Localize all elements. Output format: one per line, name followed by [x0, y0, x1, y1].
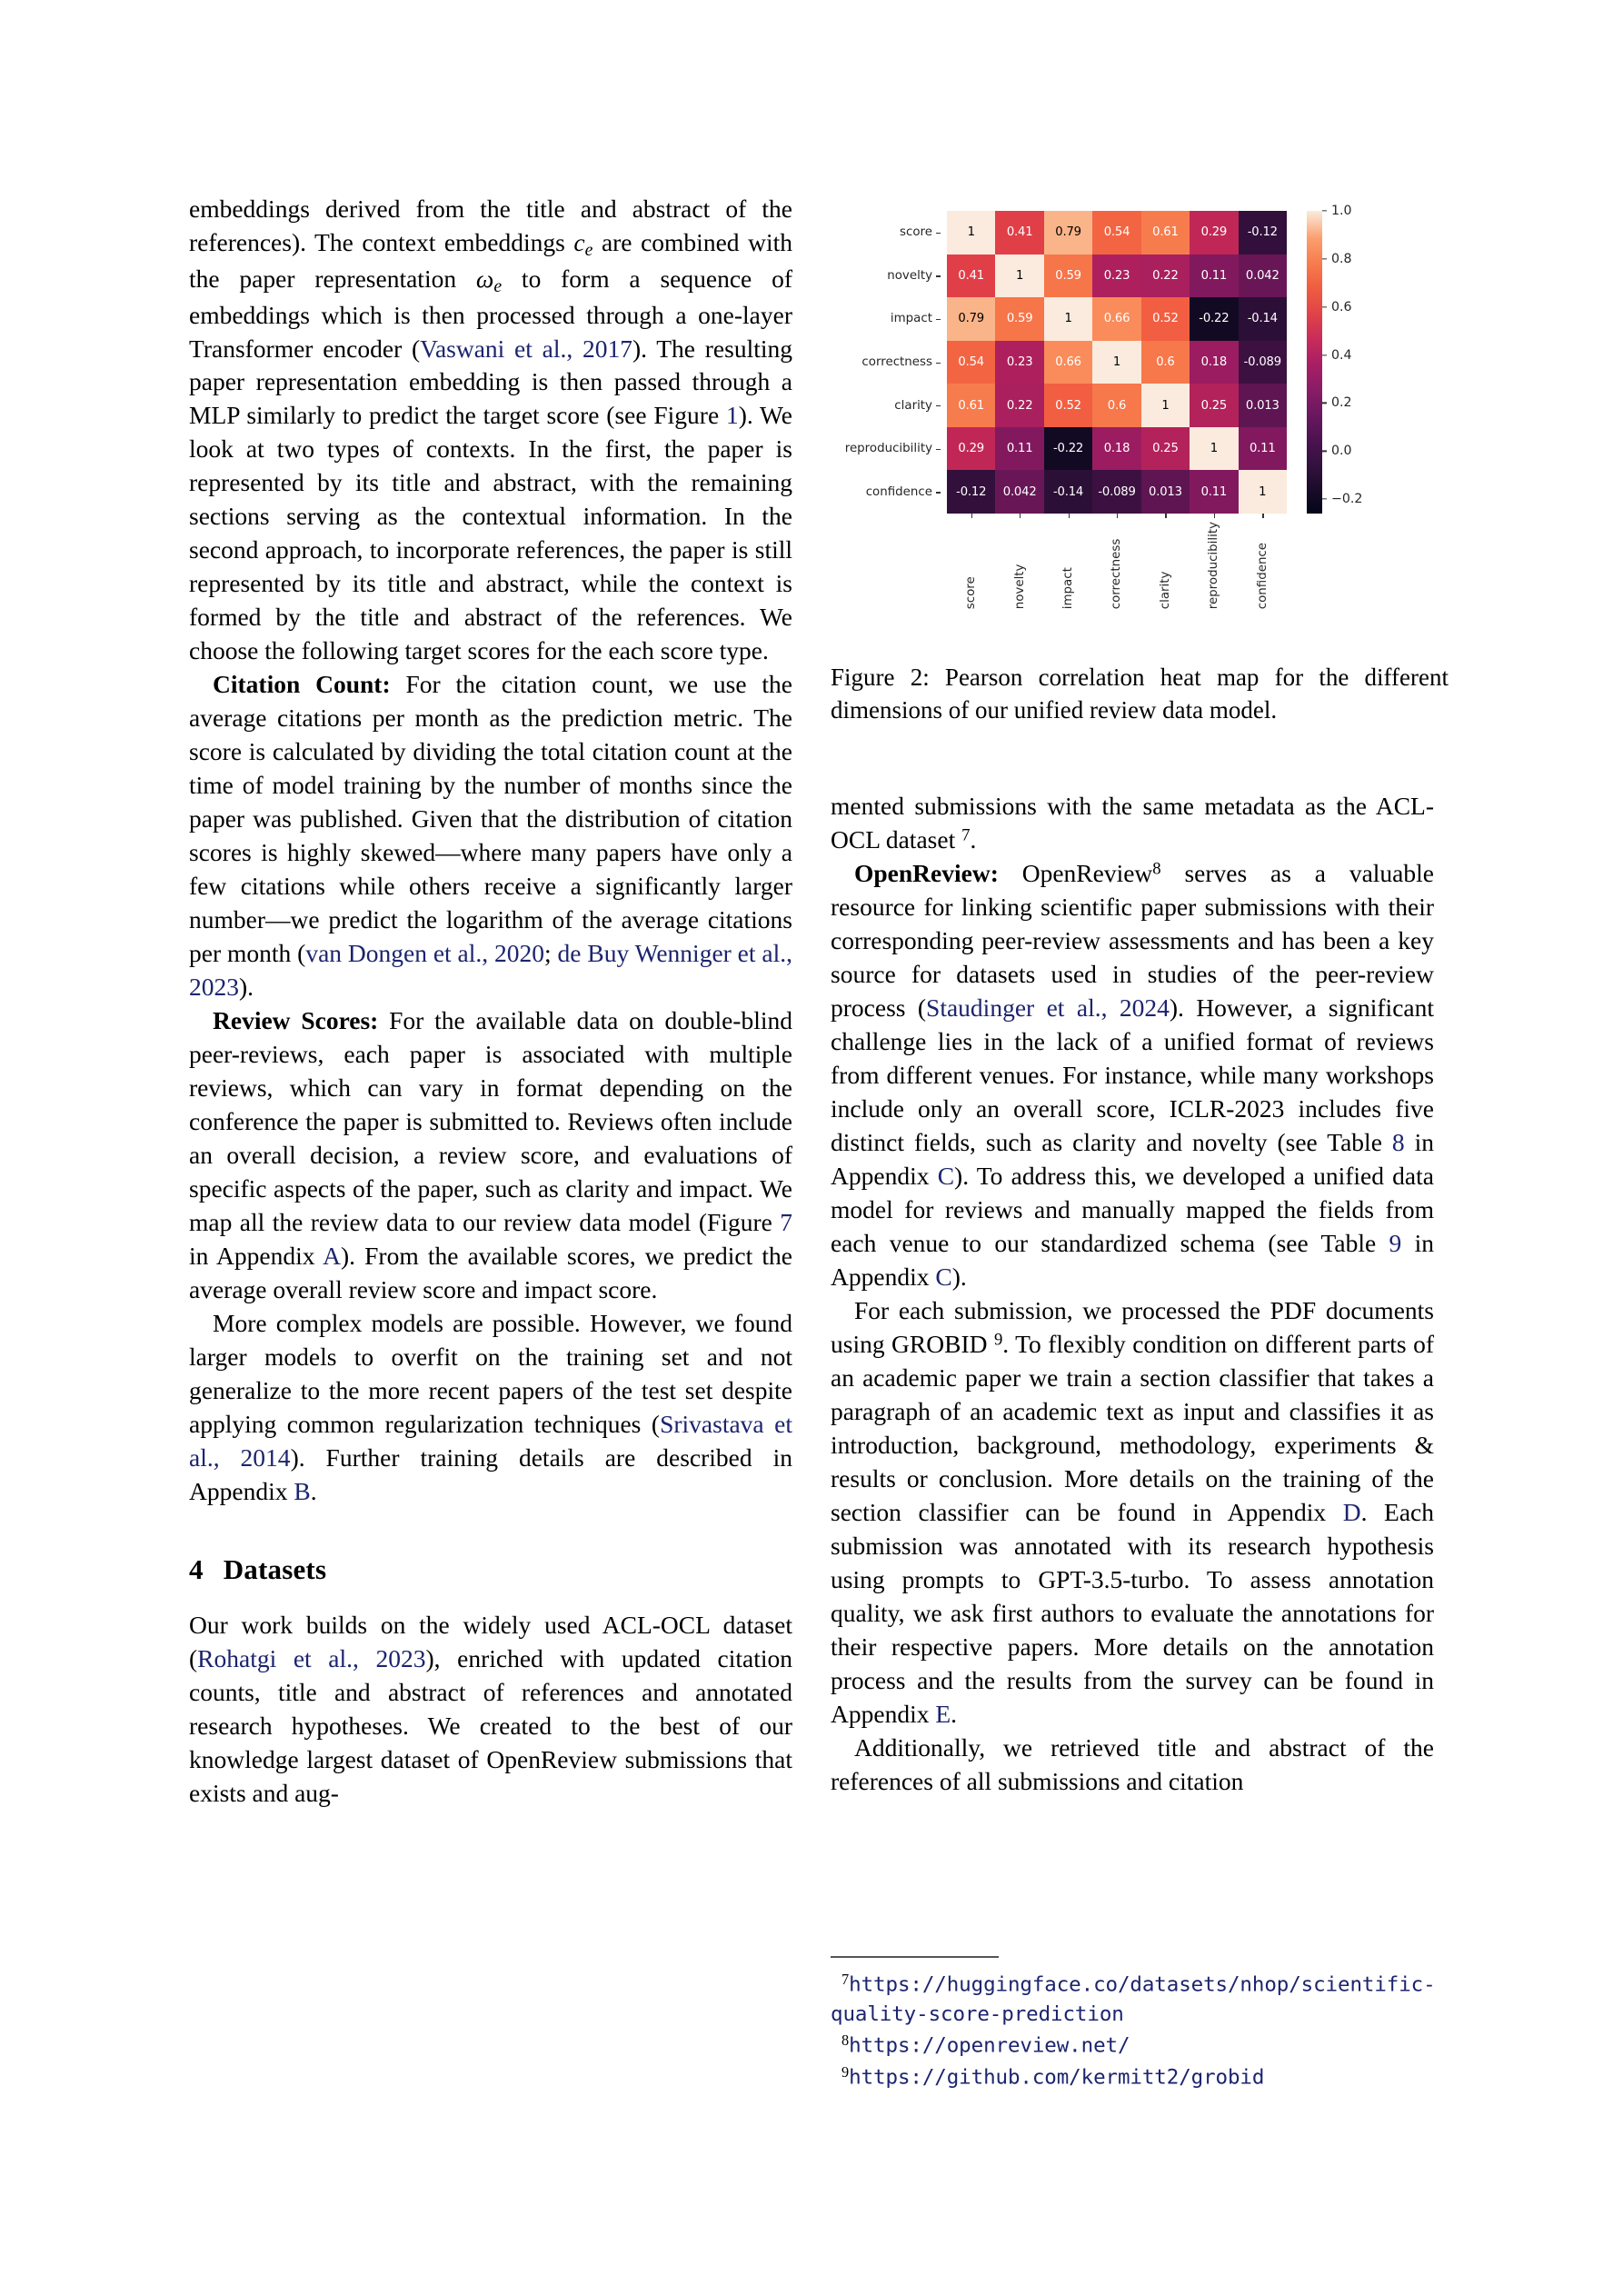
footnote-reference[interactable]: 9 [993, 1330, 1003, 1350]
colorbar-tick: −0.2 [1322, 492, 1362, 506]
heatmap-cell: 0.013 [1141, 470, 1190, 514]
text-run: ). Further training details are described in Appendix [189, 1442, 792, 1505]
heatmap-x-tick-novelty [995, 514, 1043, 609]
heatmap-plot [831, 186, 1449, 659]
citation-link[interactable]: A [323, 1242, 341, 1271]
heatmap-cell: 0.66 [1092, 297, 1140, 341]
text-run: More complex models are possible. However, we found larger models to overfit on the training set and not generalize to the more recent papers of the test set despite applying common regularization techniques ( [189, 1309, 792, 1438]
citation-link[interactable]: 9 [1389, 1228, 1402, 1257]
text-run: ), enriched with updated citation counts, title and abstract of references and annotated research hypotheses. We created to the best of our knowledge largest dataset of OpenReview submissions that exists and aug- [189, 1643, 792, 1807]
heatmap-cell: 0.042 [1239, 255, 1287, 298]
heatmap-cell: 0.23 [1092, 255, 1140, 298]
footnotes-block [831, 1956, 1449, 2094]
colorbar-tick: 0.8 [1322, 252, 1352, 266]
footnote-item [831, 1970, 1449, 2029]
heatmap-y-tick-correctness: correctness [831, 341, 941, 384]
math-symbol: ω [475, 264, 494, 293]
heatmap-y-tick-score: score [831, 211, 941, 255]
heatmap-x-tick-confidence [1239, 514, 1287, 609]
math-subscript: e [584, 240, 593, 261]
p-context-embeddings [189, 193, 792, 668]
text-run: in Appendix [189, 1242, 324, 1271]
right-text-column [831, 790, 1434, 1799]
section-title: Datasets [223, 1552, 327, 1585]
heatmap-y-tick-impact: impact [831, 297, 941, 341]
heatmap-cell: 0.11 [1190, 470, 1238, 514]
text-run: ; [544, 939, 558, 968]
heatmap-x-tick-label: impact [1061, 567, 1076, 610]
colorbar-tick: 0.4 [1322, 348, 1352, 363]
heatmap-cell: 0.79 [1044, 211, 1092, 255]
math-subscript: e [493, 275, 503, 296]
paragraph-lead-in: Review Scores: [213, 1006, 379, 1035]
citation-link[interactable]: B [294, 1476, 311, 1505]
citation-link[interactable]: 1 [725, 401, 739, 430]
text-run: . To flexibly condition on different parts of an academic paper we train a section classifier that takes a paragraph of an academic text as input and classifies it as introduction, background, methodology, experiments & results or conclusion. More details on the training of the section classifier can be found in Appendix [831, 1329, 1435, 1526]
heatmap-cell: 0.042 [995, 470, 1043, 514]
heatmap-cell: -0.089 [1092, 470, 1140, 514]
heatmap-cell: 1 [1239, 470, 1287, 514]
heatmap-cell: 0.29 [947, 427, 995, 471]
heatmap-cell: 0.11 [1190, 255, 1238, 298]
heatmap-cell: 1 [1044, 297, 1092, 341]
heatmap-cell: -0.14 [1239, 297, 1287, 341]
footnote-marker: 8 [841, 2031, 850, 2050]
text-run: For the citation count, we use the average citations per month as the prediction metric. The score is calculated by dividing the total citation count at the time of model training by the number of months since the paper was published. Given that the distribution of citation scores is highly skewed—where many papers have only a few citations while others receive a significantly larger number—we predict the logarithm of the average citations per month ( [189, 670, 793, 968]
p-more-complex-models [189, 1307, 792, 1509]
text-run: are combined with the paper representation [189, 227, 792, 293]
left-text-column [189, 193, 792, 1811]
heatmap-cell: 0.11 [995, 427, 1043, 471]
heatmap-cell: 0.22 [1141, 255, 1190, 298]
text-run: in Appendix [831, 1228, 1434, 1291]
heatmap-x-tick-impact [1044, 514, 1092, 609]
citation-link[interactable]: C [935, 1262, 952, 1291]
p-review-scores [189, 1004, 792, 1307]
heatmap-cell: 1 [1190, 427, 1238, 471]
heatmap-cell: 0.66 [1044, 341, 1092, 384]
heatmap-cell: 0.29 [1190, 211, 1238, 255]
heatmap-cell: -0.12 [1239, 211, 1287, 255]
heatmap-cell: 0.59 [995, 297, 1043, 341]
citation-link[interactable]: 8 [1391, 1127, 1405, 1156]
figure-caption-text: Pearson correlation heat map for the different dimensions of our unified review data model. [831, 664, 1449, 724]
heatmap-cell: 1 [995, 255, 1043, 298]
heatmap-cell: 0.52 [1044, 384, 1092, 427]
heatmap-x-tick-label: score [964, 576, 979, 610]
heatmap-cell: 1 [947, 211, 995, 255]
colorbar-tick: 0.0 [1322, 444, 1352, 458]
heatmap-cell: 0.18 [1190, 341, 1238, 384]
citation-link[interactable]: 7 [780, 1208, 792, 1237]
text-run: . [951, 1699, 958, 1728]
text-run: . [970, 824, 977, 854]
text-run: Additionally, we retrieved title and abstract of the references of all submissions and citation [831, 1732, 1434, 1795]
text-run: ). From the available scores, we predict the average overall review score and impact score. [189, 1242, 793, 1304]
heatmap-cell: 0.25 [1141, 427, 1190, 471]
colorbar-tick-labels [1322, 204, 1404, 514]
heatmap-cell: 0.52 [1141, 297, 1190, 341]
citation-link[interactable]: de Buy Wenniger et al., 2023 [189, 939, 793, 1002]
p-citation-count [189, 668, 792, 1004]
math-symbol: c [573, 227, 585, 256]
colorbar-gradient [1307, 211, 1322, 514]
text-run: serves as a valuable resource for linking scientific paper submissions with their corresponding peer-review assessments and has been a key source for datasets used in studies of the peer-review process ( [831, 858, 1434, 1022]
figure-caption [831, 661, 1449, 726]
citation-link[interactable]: C [937, 1161, 955, 1190]
heatmap-x-tick-reproducibility [1190, 514, 1238, 609]
heatmap-x-tick-label: reproducibility [1207, 522, 1221, 610]
heatmap-y-tick-clarity: clarity [831, 384, 941, 427]
heatmap-x-axis-labels [947, 514, 1287, 609]
text-run: Our work builds on the widely used ACL-OCL dataset ( [189, 1610, 792, 1672]
footnote-url[interactable]: https://openreview.net/ [849, 2033, 1130, 2058]
footnote-rule [831, 1956, 999, 1958]
heatmap-x-tick-correctness [1092, 514, 1140, 609]
heatmap-cell: 0.18 [1092, 427, 1140, 471]
heatmap-cell: 0.61 [947, 384, 995, 427]
citation-link[interactable]: Vaswani et al., 2017 [420, 334, 632, 363]
citation-link[interactable]: E [935, 1699, 951, 1728]
text-run: ). [951, 1262, 967, 1291]
figure-2 [831, 186, 1449, 659]
heatmap-y-tick-confidence: confidence [831, 470, 941, 514]
p-additionally [831, 1732, 1434, 1799]
text-run: to form a sequence of embeddings which is then processed through a one-layer Transformer encoder ( [189, 264, 792, 363]
heatmap-x-tick-label: confidence [1255, 542, 1270, 610]
heatmap-cell: 1 [1092, 341, 1140, 384]
footnote-url[interactable]: https://huggingface.co/datasets/nhop/scientific-quality-score-prediction [831, 1972, 1436, 2026]
heatmap-cell: 0.22 [995, 384, 1043, 427]
text-run: embeddings derived from the title and abstract of the references). The context embeddings [189, 195, 792, 256]
heatmap-cell: 0.54 [947, 341, 995, 384]
citation-link[interactable]: Rohatgi et al., 2023 [197, 1643, 426, 1672]
heatmap-cell: -0.14 [1044, 470, 1092, 514]
heatmap-cell: 0.61 [1141, 211, 1190, 255]
heatmap-cell: 0.013 [1239, 384, 1287, 427]
p-datasets-intro [189, 1609, 792, 1811]
heatmap-x-tick-label: correctness [1110, 538, 1124, 610]
citation-link[interactable]: van Dongen et al., 2020 [305, 939, 545, 968]
figure-caption-label: Figure 2: [831, 664, 945, 691]
heatmap-cell: 0.54 [1092, 211, 1140, 255]
heatmap-cell: 0.79 [947, 297, 995, 341]
section-number: 4 [189, 1552, 204, 1585]
colorbar-tick: 0.6 [1322, 300, 1352, 314]
heatmap-cell: 0.23 [995, 341, 1043, 384]
p-grobid [831, 1294, 1434, 1732]
p-openreview [831, 857, 1434, 1294]
heatmap-cell: 0.11 [1239, 427, 1287, 471]
heatmap-x-tick-label: novelty [1012, 564, 1027, 610]
text-run: ). However, a significant challenge lies in the lack of a unified format of reviews from different venues. For instance, while many workshops include only an overall score, ICLR-2023 includes five distinct fields, such as clarity and novelty (see Table [831, 993, 1434, 1156]
footnote-marker: 7 [841, 1971, 850, 1988]
heatmap-y-tick-novelty: novelty [831, 255, 941, 298]
text-run: . [310, 1476, 317, 1505]
section-heading [189, 1551, 792, 1589]
heatmap-cell: 1 [1141, 384, 1190, 427]
citation-link[interactable]: Srivastava et al., 2014 [189, 1410, 792, 1472]
footnote-reference[interactable]: 8 [1152, 859, 1161, 879]
paragraph-lead-in: Citation Count: [213, 670, 391, 699]
heatmap-grid [947, 211, 1287, 514]
heatmap-y-axis-labels [831, 211, 941, 514]
heatmap-cell: 0.6 [1092, 384, 1140, 427]
heatmap-cell: 0.6 [1141, 341, 1190, 384]
text-run: ). The resulting paper representation embedding is then passed through a MLP similarly to predict the target score (see Figure [189, 334, 792, 430]
heatmap-cell: 0.41 [995, 211, 1043, 255]
citation-link[interactable]: D [1342, 1497, 1361, 1526]
text-run: For each submission, we processed the PDF documents using GROBID [831, 1295, 1434, 1358]
heatmap-cell: -0.12 [947, 470, 995, 514]
heatmap-x-tick-score [947, 514, 995, 609]
heatmap-x-tick-label: clarity [1158, 571, 1172, 610]
p-mented-submissions [831, 790, 1434, 857]
heatmap-cell: -0.22 [1044, 427, 1092, 471]
text-run: ). [239, 973, 254, 1002]
heatmap-cell: 0.41 [947, 255, 995, 298]
footnote-item [831, 2031, 1449, 2061]
footnote-item [831, 2062, 1449, 2092]
text-run: . Each submission was annotated with its research hypothesis using prompts to GPT-3.5-turbo. To assess annotation quality, we ask first authors to evaluate the annotations for their respective papers. More details on the annotation process and the results from the survey can be found in Appendix [831, 1497, 1434, 1728]
text-run: ). We look at two types of contexts. In the first, the paper is represented by its title and abstract, with the remaining sections serving as the contextual information. In the second approach, to incorporate references, the paper is still represented by its title and abstract, while the context is formed by the title and abstract of the references. We choose the following target scores for the each score type. [189, 401, 792, 665]
text-run: mented submissions with the same metadata as the ACL-OCL dataset [831, 792, 1434, 854]
heatmap-cell: -0.089 [1239, 341, 1287, 384]
footnote-marker: 9 [841, 2062, 850, 2081]
footnote-reference[interactable]: 7 [961, 825, 971, 845]
colorbar-tick: 1.0 [1322, 204, 1352, 218]
heatmap-cell: 0.25 [1190, 384, 1238, 427]
citation-link[interactable]: Staudinger et al., 2024 [926, 993, 1170, 1022]
heatmap-x-tick-clarity [1141, 514, 1190, 609]
text-run: OpenReview [998, 858, 1153, 887]
heatmap-y-tick-reproducibility: reproducibility [831, 427, 941, 471]
text-run: ). To address this, we developed a unified data model for reviews and manually mapped the fields from each venue to our standardized schema (see Table [831, 1161, 1434, 1257]
heatmap-cell: -0.22 [1190, 297, 1238, 341]
paragraph-lead-in: OpenReview: [854, 858, 999, 887]
text-run: in Appendix [831, 1127, 1435, 1190]
heatmap-cell: 0.59 [1044, 255, 1092, 298]
footnote-url[interactable]: https://github.com/kermitt2/grobid [849, 2065, 1265, 2090]
text-run: For the available data on double-blind peer-reviews, each paper is associated with multiple reviews, which can vary in format depending on the conference the paper is submitted to. Reviews often include an overall decision, a review score, and evaluations of specific aspects of the paper, such as clarity and impact. We map all the review data to our review data model (Figure [189, 1006, 792, 1237]
colorbar-tick: 0.2 [1322, 395, 1352, 410]
